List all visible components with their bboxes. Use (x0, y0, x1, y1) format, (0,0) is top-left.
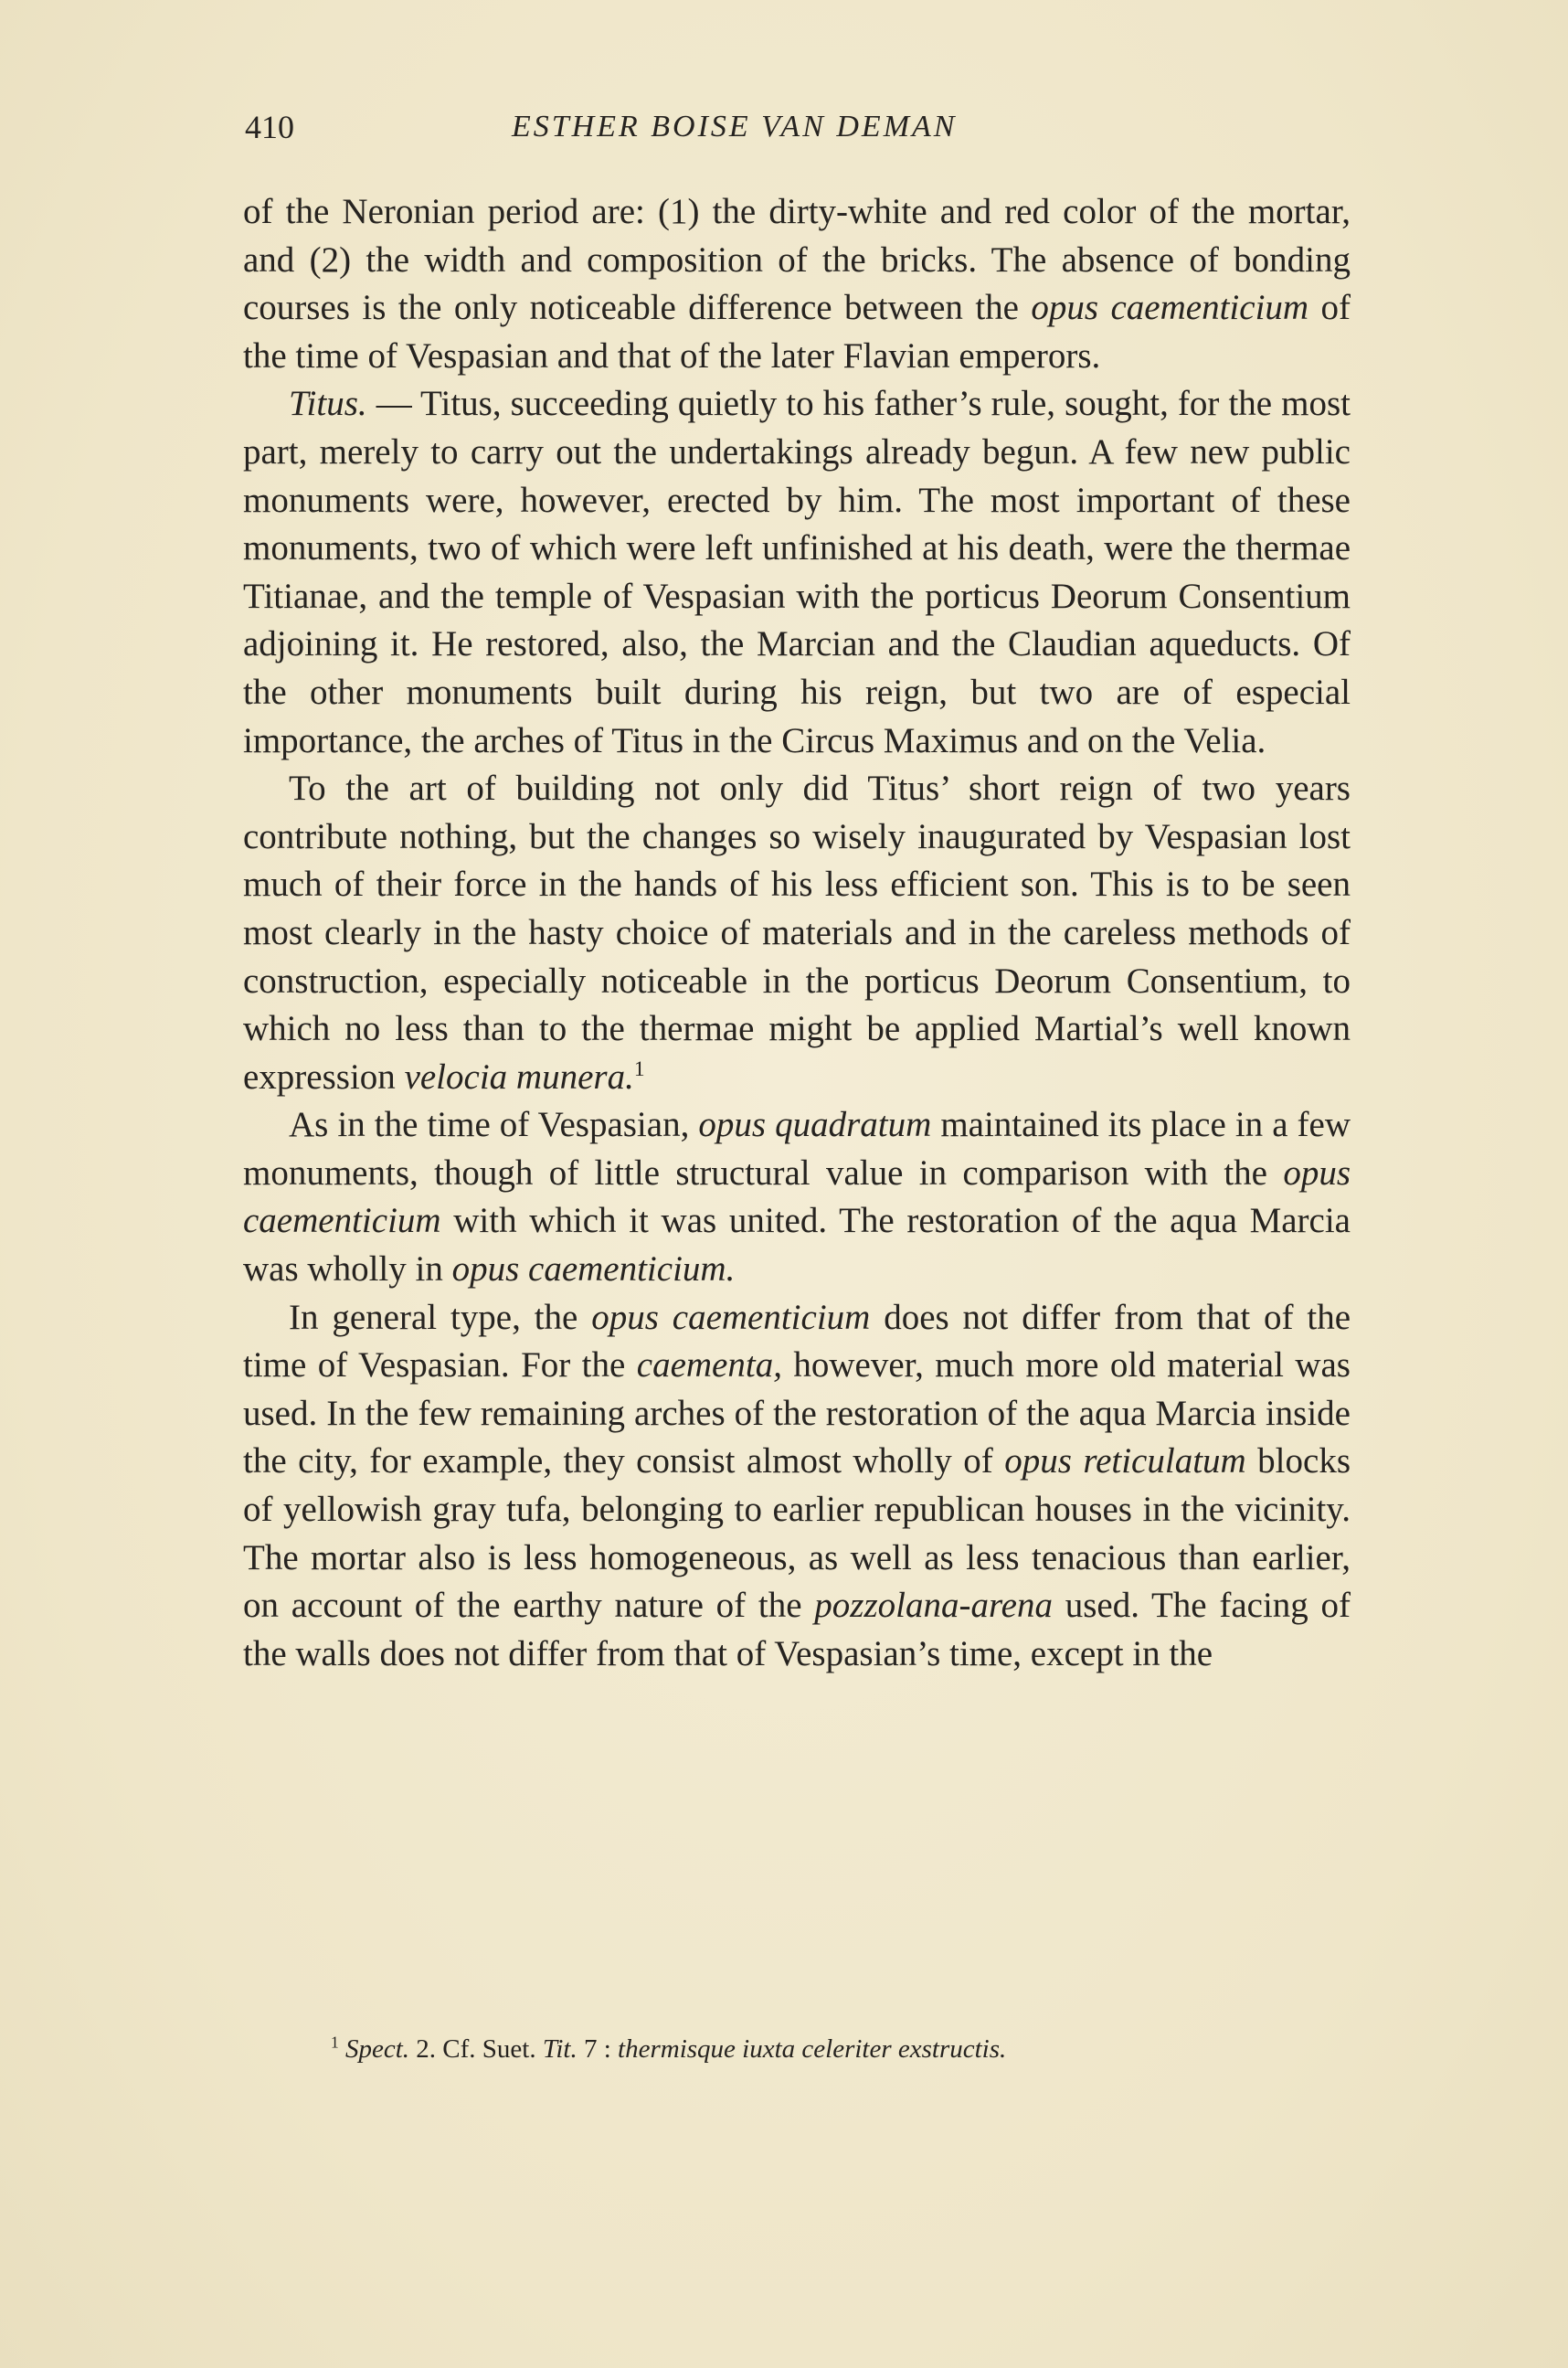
text-run: In general type, the (289, 1297, 592, 1337)
italic-text: Titus. (289, 384, 367, 424)
text-run (339, 2034, 345, 2064)
italic-text: opus quadratum (698, 1105, 932, 1145)
italic-text: velocia munera. (404, 1057, 634, 1097)
footnote-marker: 1 (633, 1057, 645, 1081)
page-header (245, 108, 1352, 163)
italic-text: opus caementicium (243, 1152, 1351, 1241)
text-run: 2. Cf. Suet. (409, 2034, 543, 2064)
italic-text: caementa, (636, 1345, 782, 1386)
paragraph-5 (243, 1294, 1351, 1679)
footnote (331, 2031, 1351, 2067)
italic-text: Tit. (542, 2034, 577, 2064)
page-number: 410 (245, 109, 294, 145)
paragraph-2 (243, 380, 1351, 765)
text-run: blocks of yellowish gray tufa, belonging to earlier republican houses in the vicinity. The mortar also is less homogeneous, as well as less tenacious than earlier, on account of the earthy nature of the (243, 1441, 1351, 1626)
italic-text: opus caementicium (1031, 288, 1309, 328)
text-run: — Titus, succeeding quietly to his father’s rule, sought, for the most part, merely to carry out the undertakings already begun. A few new public monuments were, however, erected by him. The most important of these monuments, two of which were left unfinished at his death, were the thermae Titianae, and the temple of Vespasian with the porticus Deorum Consentium adjoining it. He restored, also, the Marcian and the Claudian aqueducts. Of the other monuments built during his reign, but two are of especial importance, the arches of Titus in the Circus Maximus and on the Velia. (243, 384, 1351, 760)
text-run: however, much more old material was used. In the few remaining arches of the restoration of the aqua Marcia inside the city, for example, they consist almost wholly of (243, 1345, 1351, 1481)
text-run: of the time of Vespasian and that of the later Flavian emperors. (243, 288, 1351, 376)
italic-text: opus caementicium. (451, 1249, 736, 1290)
italic-text: thermisque iuxta celeriter exstructis. (618, 2034, 1007, 2064)
text-run: used. The facing of the walls does not differ from that of Vespasian’s time, except in the (243, 1586, 1351, 1673)
running-head: ESTHER BOISE VAN DEMAN (512, 110, 958, 143)
footnote-marker: 1 (331, 2033, 339, 2052)
text-run: To the art of building not only did Titus’ short reign of two years contribute nothing, but the changes so wisely inaugurated by Vespasian lost much of their force in the hands of his less efficient son. This is to be seen most clearly in the hasty choice of materials and in the careless methods of construction, especially noticeable in the porticus Deorum Consentium, to which no less than to the thermae might be applied Martial’s well known expression (243, 769, 1351, 1097)
text-run: with which it was united. The restoration of the aqua Marcia was wholly in (243, 1201, 1351, 1290)
italic-text: opus reticulatum (1004, 1441, 1246, 1481)
text-run: of the Neronian period are: (1) the dirty-white and red color of the mortar, and (2) the width and composition of the bricks. The absence of bonding courses is the only noticeable difference between the (243, 192, 1351, 328)
paragraph-1 (243, 188, 1351, 380)
italic-text: opus caementicium (591, 1297, 871, 1337)
text-run: maintained its place in a few monuments, though of little structural value in comparison with the (243, 1105, 1351, 1193)
text-run: does not differ from that of the time of Vespasian. For the (243, 1297, 1351, 1386)
italic-text: Spect. (344, 2034, 410, 2064)
paragraph-3 (243, 765, 1351, 1101)
italic-text: pozzolana-arena (814, 1586, 1053, 1626)
text-run: As in the time of Vespasian, (289, 1105, 699, 1145)
paragraph-4 (243, 1101, 1351, 1293)
body-text (243, 188, 1351, 1678)
text-run: 7 : (577, 2034, 619, 2064)
